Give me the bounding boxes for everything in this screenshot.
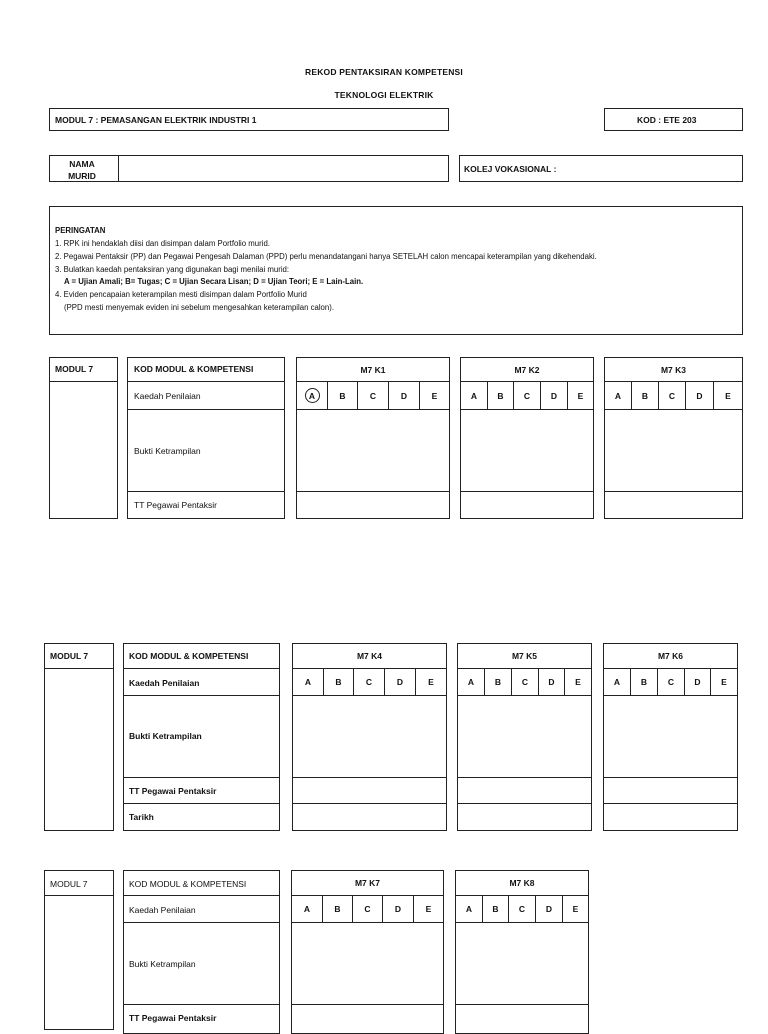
k6-tt[interactable] — [603, 777, 738, 804]
page-subtitle: TEKNOLOGI ELEKTRIK — [334, 90, 434, 100]
modul-column-divider — [49, 381, 118, 382]
kaedah-label-3: Kaedah Penilaian — [129, 905, 196, 915]
name-box — [49, 155, 449, 182]
k2-tt[interactable] — [460, 491, 594, 519]
k7-option-d[interactable]: D — [382, 895, 414, 923]
k2-bukti[interactable] — [460, 409, 594, 492]
kod-label: KOD MODUL & KOMPETENSI — [134, 364, 254, 374]
k2-header: M7 K2 — [460, 357, 594, 382]
code-label: KOD : ETE 203 — [637, 115, 697, 125]
tt-label-3: TT Pegawai Pentaksir — [129, 1013, 217, 1023]
k2-option-c[interactable]: C — [513, 381, 541, 410]
k6-tarikh[interactable] — [603, 803, 738, 831]
k3-option-b[interactable]: B — [631, 381, 659, 410]
k5-option-e[interactable]: E — [564, 668, 592, 696]
k7-tt[interactable] — [291, 1004, 444, 1034]
k1-bukti[interactable] — [296, 409, 450, 492]
k3-option-c[interactable]: C — [658, 381, 686, 410]
k7-bukti[interactable] — [291, 922, 444, 1005]
k3-tt[interactable] — [604, 491, 743, 519]
k1-header: M7 K1 — [296, 357, 450, 382]
k6-option-c[interactable]: C — [657, 668, 685, 696]
notice-box — [49, 206, 743, 335]
k5-tarikh[interactable] — [457, 803, 592, 831]
tarikh-label-2: Tarikh — [129, 812, 154, 822]
k1-option-b[interactable]: B — [327, 381, 358, 410]
k4-tarikh[interactable] — [292, 803, 447, 831]
k4-tt[interactable] — [292, 777, 447, 804]
notice-line-3: 3. Bulatkan kaedah pentaksiran yang digunakan bagi menilai murid: — [55, 265, 290, 274]
k8-option-a[interactable]: A — [455, 895, 483, 923]
notice-line-5: 4. Eviden pencapaian keterampilan mesti disimpan dalam Portfolio Murid — [55, 290, 307, 299]
tt-label-2: TT Pegawai Pentaksir — [129, 786, 217, 796]
k1-selected-circle: A — [305, 388, 320, 403]
k1-option-e[interactable]: E — [419, 381, 450, 410]
k6-option-d[interactable]: D — [684, 668, 711, 696]
tt-label: TT Pegawai Pentaksir — [134, 500, 217, 510]
k3-option-a[interactable]: A — [604, 381, 632, 410]
k3-option-d[interactable]: D — [685, 381, 714, 410]
k8-option-c[interactable]: C — [508, 895, 536, 923]
k1-tt[interactable] — [296, 491, 450, 519]
k8-option-b[interactable]: B — [482, 895, 509, 923]
kod-label-3: KOD MODUL & KOMPETENSI — [129, 879, 247, 889]
k5-tt[interactable] — [457, 777, 592, 804]
notice-line-6: (PPD mesti menyemak eviden ini sebelum mengesahkan keterampilan calon). — [64, 303, 334, 312]
k6-option-b[interactable]: B — [630, 668, 658, 696]
notice-line-4: A = Ujian Amali; B= Tugas; C = Ujian Secara Lisan; D = Ujian Teori; E = Lain-Lain. — [64, 277, 364, 286]
k2-option-b[interactable]: B — [487, 381, 514, 410]
k3-bukti[interactable] — [604, 409, 743, 492]
k3-option-e[interactable]: E — [713, 381, 743, 410]
k8-option-d[interactable]: D — [535, 895, 563, 923]
name-label: NAMA MURID — [68, 159, 96, 181]
modul-column-3-divider — [44, 895, 114, 896]
code-box — [604, 108, 743, 131]
kod-label-2: KOD MODUL & KOMPETENSI — [129, 651, 249, 661]
k5-bukti[interactable] — [457, 695, 592, 778]
k8-header: M7 K8 — [455, 870, 589, 896]
module-box — [49, 108, 449, 131]
k1-option-c[interactable]: C — [357, 381, 389, 410]
k5-option-d[interactable]: D — [538, 668, 565, 696]
k5-option-c[interactable]: C — [511, 668, 539, 696]
bukti-label-3: Bukti Ketrampilan — [129, 959, 196, 969]
k5-option-b[interactable]: B — [484, 668, 512, 696]
k3-header: M7 K3 — [604, 357, 743, 382]
k5-option-a[interactable]: A — [457, 668, 485, 696]
bukti-label-2: Bukti Ketrampilan — [129, 731, 202, 741]
k7-option-b[interactable]: B — [322, 895, 353, 923]
k4-bukti[interactable] — [292, 695, 447, 778]
k4-option-a[interactable]: A — [292, 668, 324, 696]
k8-bukti[interactable] — [455, 922, 589, 1005]
k7-option-a[interactable]: A — [291, 895, 323, 923]
k6-option-e[interactable]: E — [710, 668, 738, 696]
modul-column-2-divider — [44, 668, 114, 669]
k8-option-e[interactable]: E — [562, 895, 589, 923]
k2-option-d[interactable]: D — [540, 381, 568, 410]
notice-line-1: 1. RPK ini hendaklah diisi dan disimpan dalam Portfolio murid. — [55, 239, 270, 248]
k2-option-e[interactable]: E — [567, 381, 594, 410]
k4-option-e[interactable]: E — [415, 668, 447, 696]
k7-header: M7 K7 — [291, 870, 444, 896]
k4-option-b[interactable]: B — [323, 668, 354, 696]
module-label: MODUL 7 : PEMASANGAN ELEKTRIK INDUSTRI 1 — [55, 115, 257, 125]
modul-label: MODUL 7 — [55, 364, 94, 374]
name-divider — [118, 156, 119, 181]
k6-option-a[interactable]: A — [603, 668, 631, 696]
k7-option-e[interactable]: E — [413, 895, 444, 923]
k7-option-c[interactable]: C — [352, 895, 383, 923]
k4-option-d[interactable]: D — [384, 668, 416, 696]
kaedah-label: Kaedah Penilaian — [134, 391, 201, 401]
notice-heading: PERINGATAN — [55, 226, 106, 235]
page-title: REKOD PENTAKSIRAN KOMPETENSI — [305, 67, 463, 77]
kaedah-label-2: Kaedah Penilaian — [129, 678, 200, 688]
notice-line-2: 2. Pegawai Pentaksir (PP) dan Pegawai Pengesah Dalaman (PPD) perlu menandatangani hanya SETELAH calon mencapai keterampilan yang dikehendaki. — [55, 252, 597, 261]
k1-option-d[interactable]: D — [388, 381, 420, 410]
modul-column-2 — [44, 643, 114, 831]
k6-header: M7 K6 — [603, 643, 738, 669]
k6-bukti[interactable] — [603, 695, 738, 778]
modul-label-2: MODUL 7 — [50, 651, 89, 661]
kolej-box — [459, 155, 743, 182]
k4-header: M7 K4 — [292, 643, 447, 669]
k1-option-a[interactable] — [296, 381, 328, 410]
k4-option-c[interactable]: C — [353, 668, 385, 696]
bukti-label: Bukti Ketrampilan — [134, 446, 201, 456]
k8-tt[interactable] — [455, 1004, 589, 1034]
kolej-label: KOLEJ VOKASIONAL : — [464, 164, 557, 174]
modul-label-3: MODUL 7 — [50, 879, 88, 889]
name-field[interactable] — [120, 157, 448, 180]
modul-column-3 — [44, 870, 114, 1030]
k5-header: M7 K5 — [457, 643, 592, 669]
k2-option-a[interactable]: A — [460, 381, 488, 410]
